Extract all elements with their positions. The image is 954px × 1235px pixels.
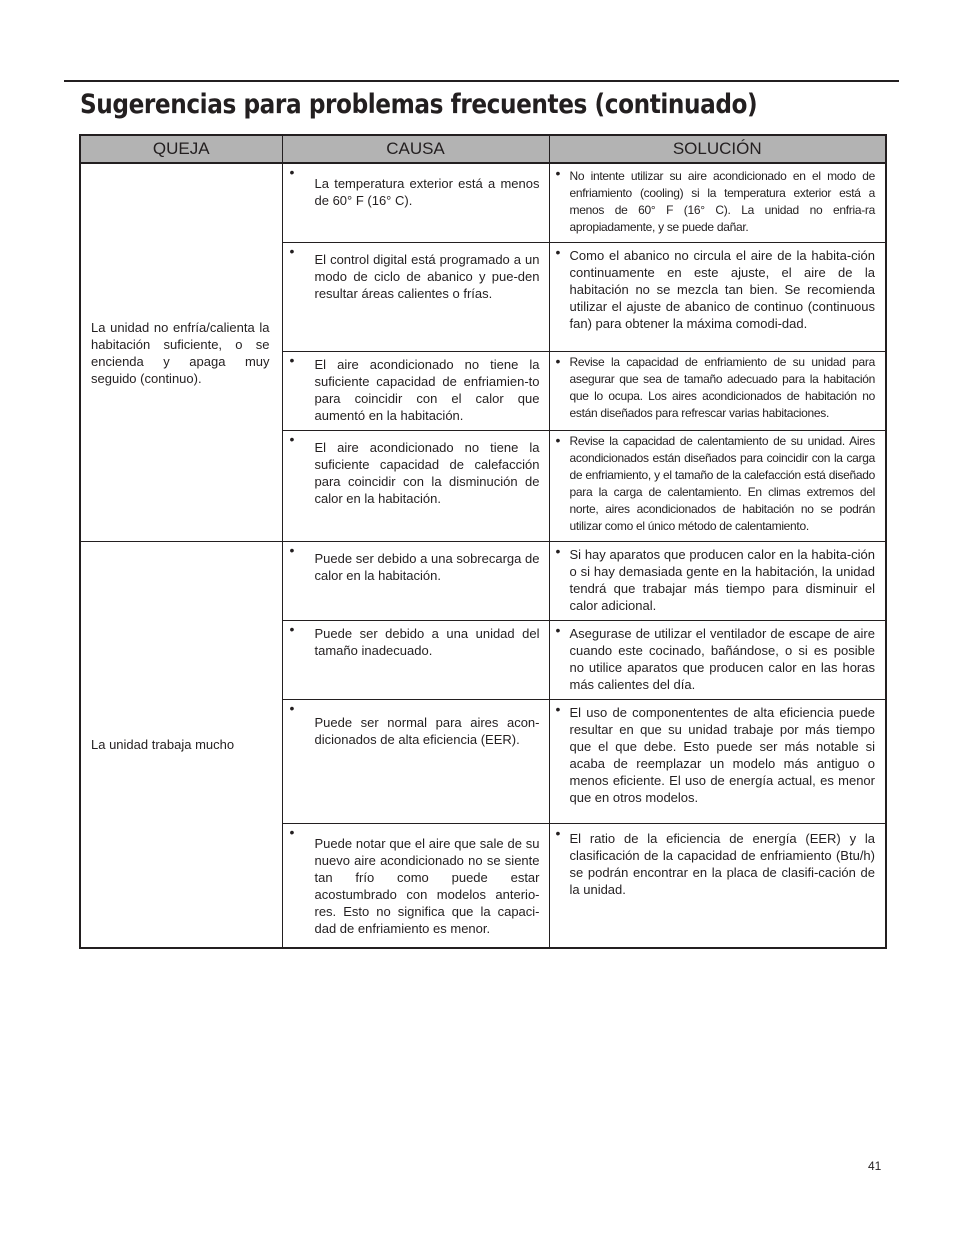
bullet-icon: • [555, 165, 561, 181]
solution-entry [550, 164, 886, 242]
solution-cell [549, 352, 886, 431]
cause-cell [282, 163, 549, 243]
cause-cell [282, 243, 549, 352]
table-row [80, 542, 886, 621]
solution-cell [549, 542, 886, 621]
solution-cell [549, 243, 886, 352]
solution-entry [550, 621, 886, 699]
bullet-icon: • [555, 543, 561, 559]
cause-cell [282, 700, 549, 824]
solution-cell [549, 621, 886, 700]
solution-text: El uso de componententes de alta eficiencia puede resultar en que su unidad trabaje por más tiempo que el que debe. Esto puede ser más notable si acaba de reemplazar un modelo más antiguo o menos eficiente. El uso de energía actual, es menor que en otros modelos. [569, 705, 875, 805]
solution-entry [550, 824, 886, 904]
cause-entry [283, 243, 549, 308]
bullet-icon: • [555, 353, 561, 369]
header-cause: CAUSA [282, 135, 549, 163]
bullet-icon: • [289, 700, 295, 716]
cause-entry [283, 431, 549, 513]
table-row [80, 163, 886, 243]
solution-cell [549, 431, 886, 542]
bullet-icon: • [555, 432, 561, 448]
solution-entry [550, 700, 886, 812]
cause-cell [282, 352, 549, 431]
solution-cell [549, 700, 886, 824]
cause-entry [283, 542, 549, 590]
solution-text: Asegurase de utilizar el ventilador de escape de aire cuando este cocinado, bañándose, o si es posible no utilice aparatos que producen calor en las horas más calientes del día. [569, 626, 875, 692]
solution-text: Revise la capacidad de calentamiento de su unidad. Aires acondicionados están diseñados para coincidir con la carga de enfriamiento, y el tamaño de la calefacción está diseñado para la carga de calentamiento. En climas extremos del norte, aires acondicionados de habitación no se podrán utilizar como el único método de calentamiento. [569, 434, 875, 533]
cause-cell [282, 824, 549, 948]
solution-cell [549, 824, 886, 948]
bullet-icon: • [555, 701, 561, 717]
cause-text: Puede ser normal para aires acon-dicionados de alta eficiencia (EER). [314, 715, 540, 747]
cause-entry [283, 700, 549, 754]
page-title: Sugerencias para problemas frecuentes (continuado) [80, 89, 758, 120]
cause-text: La temperatura exterior está a menos de 60° F (16° C). [314, 176, 540, 208]
troubleshooting-table [79, 134, 887, 949]
cause-text: Puede ser debido a una sobrecarga de calor en la habitación. [314, 551, 540, 583]
cause-text: El aire acondicionado no tiene la suficiente capacidad de enfriamien-to para coincidir con el calor que aumentó en la habitación. [314, 357, 540, 423]
bullet-icon: • [289, 243, 295, 259]
bullet-icon: • [289, 824, 295, 840]
bullet-icon: • [289, 352, 295, 368]
solution-text: No intente utilizar su aire acondicionado en el modo de enfriamiento (cooling) si la temperatura exterior está a menos de 60° F (16° C). La unidad no enfria-ra apropiadamente, y se puede dañar. [569, 169, 875, 234]
bullet-icon: • [289, 431, 295, 447]
bullet-icon: • [289, 542, 295, 558]
solution-entry [550, 352, 886, 428]
solution-entry [550, 542, 886, 620]
solution-text: Si hay aparatos que producen calor en la habita-ción o si hay demasiada gente en la habitación, la unidad tendrá que trabajar más tiempo para disminuir el calor adicional. [569, 547, 875, 613]
solution-entry [550, 243, 886, 338]
cause-cell [282, 542, 549, 621]
solution-text: Revise la capacidad de enfriamiento de su unidad para asegurar que sea de tamaño adecuado para la habitación que lo ocupa. Los aires acondicionados de habitación no están diseñados para refrescar varias habitaciones. [569, 355, 875, 420]
header-solution: SOLUCIÓN [549, 135, 886, 163]
bullet-icon: • [555, 622, 561, 638]
cause-entry [283, 352, 549, 430]
cause-entry [283, 164, 549, 215]
header-complaint: QUEJA [80, 135, 282, 163]
bullet-icon: • [289, 621, 295, 637]
solution-cell [549, 163, 886, 243]
complaint-cell: La unidad trabaja mucho [80, 542, 282, 948]
solution-entry [550, 431, 886, 541]
cause-text: Puede ser debido a una unidad del tamaño inadecuado. [314, 626, 540, 658]
cause-cell [282, 431, 549, 542]
top-rule [64, 80, 899, 82]
cause-cell [282, 621, 549, 700]
cause-text: Puede notar que el aire que sale de su nuevo aire acondicionado no se siente tan frío como puede estar acostumbrado con modelos anterio-res. Esto no significa que la capaci-dad de enfriamiento es menor. [314, 836, 540, 936]
table-header-row [80, 135, 886, 163]
bullet-icon: • [289, 164, 295, 180]
bullet-icon: • [555, 244, 561, 260]
cause-text: El control digital está programado a un modo de ciclo de abanico y pue-den resultar áreas calientes o frías. [314, 252, 540, 301]
cause-entry [283, 824, 549, 943]
complaint-cell: La unidad no enfría/calienta la habitación suficiente, o se encienda y apaga muy seguido (continuo). [80, 163, 282, 542]
solution-text: El ratio de la eficiencia de energía (EER) y la clasificación de la capacidad de enfriamiento (Btu/h) se podrán encontrar en la placa de clasifi-cación de la unidad. [569, 831, 875, 897]
page-number: 41 [868, 1159, 882, 1173]
bullet-icon: • [555, 825, 561, 841]
cause-entry [283, 621, 549, 665]
cause-text: El aire acondicionado no tiene la suficiente capacidad de calefacción para coincidir con la disminución de calor en la habitación. [314, 440, 540, 506]
solution-text: Como el abanico no circula el aire de la habita-ción continuamente en este ajuste, el aire de la habitación no se mezcla tan bien. Se recomienda utilizar el ajuste de abanico de continuo (continuous fan) para obtener la máxima comodi-dad. [569, 248, 875, 331]
